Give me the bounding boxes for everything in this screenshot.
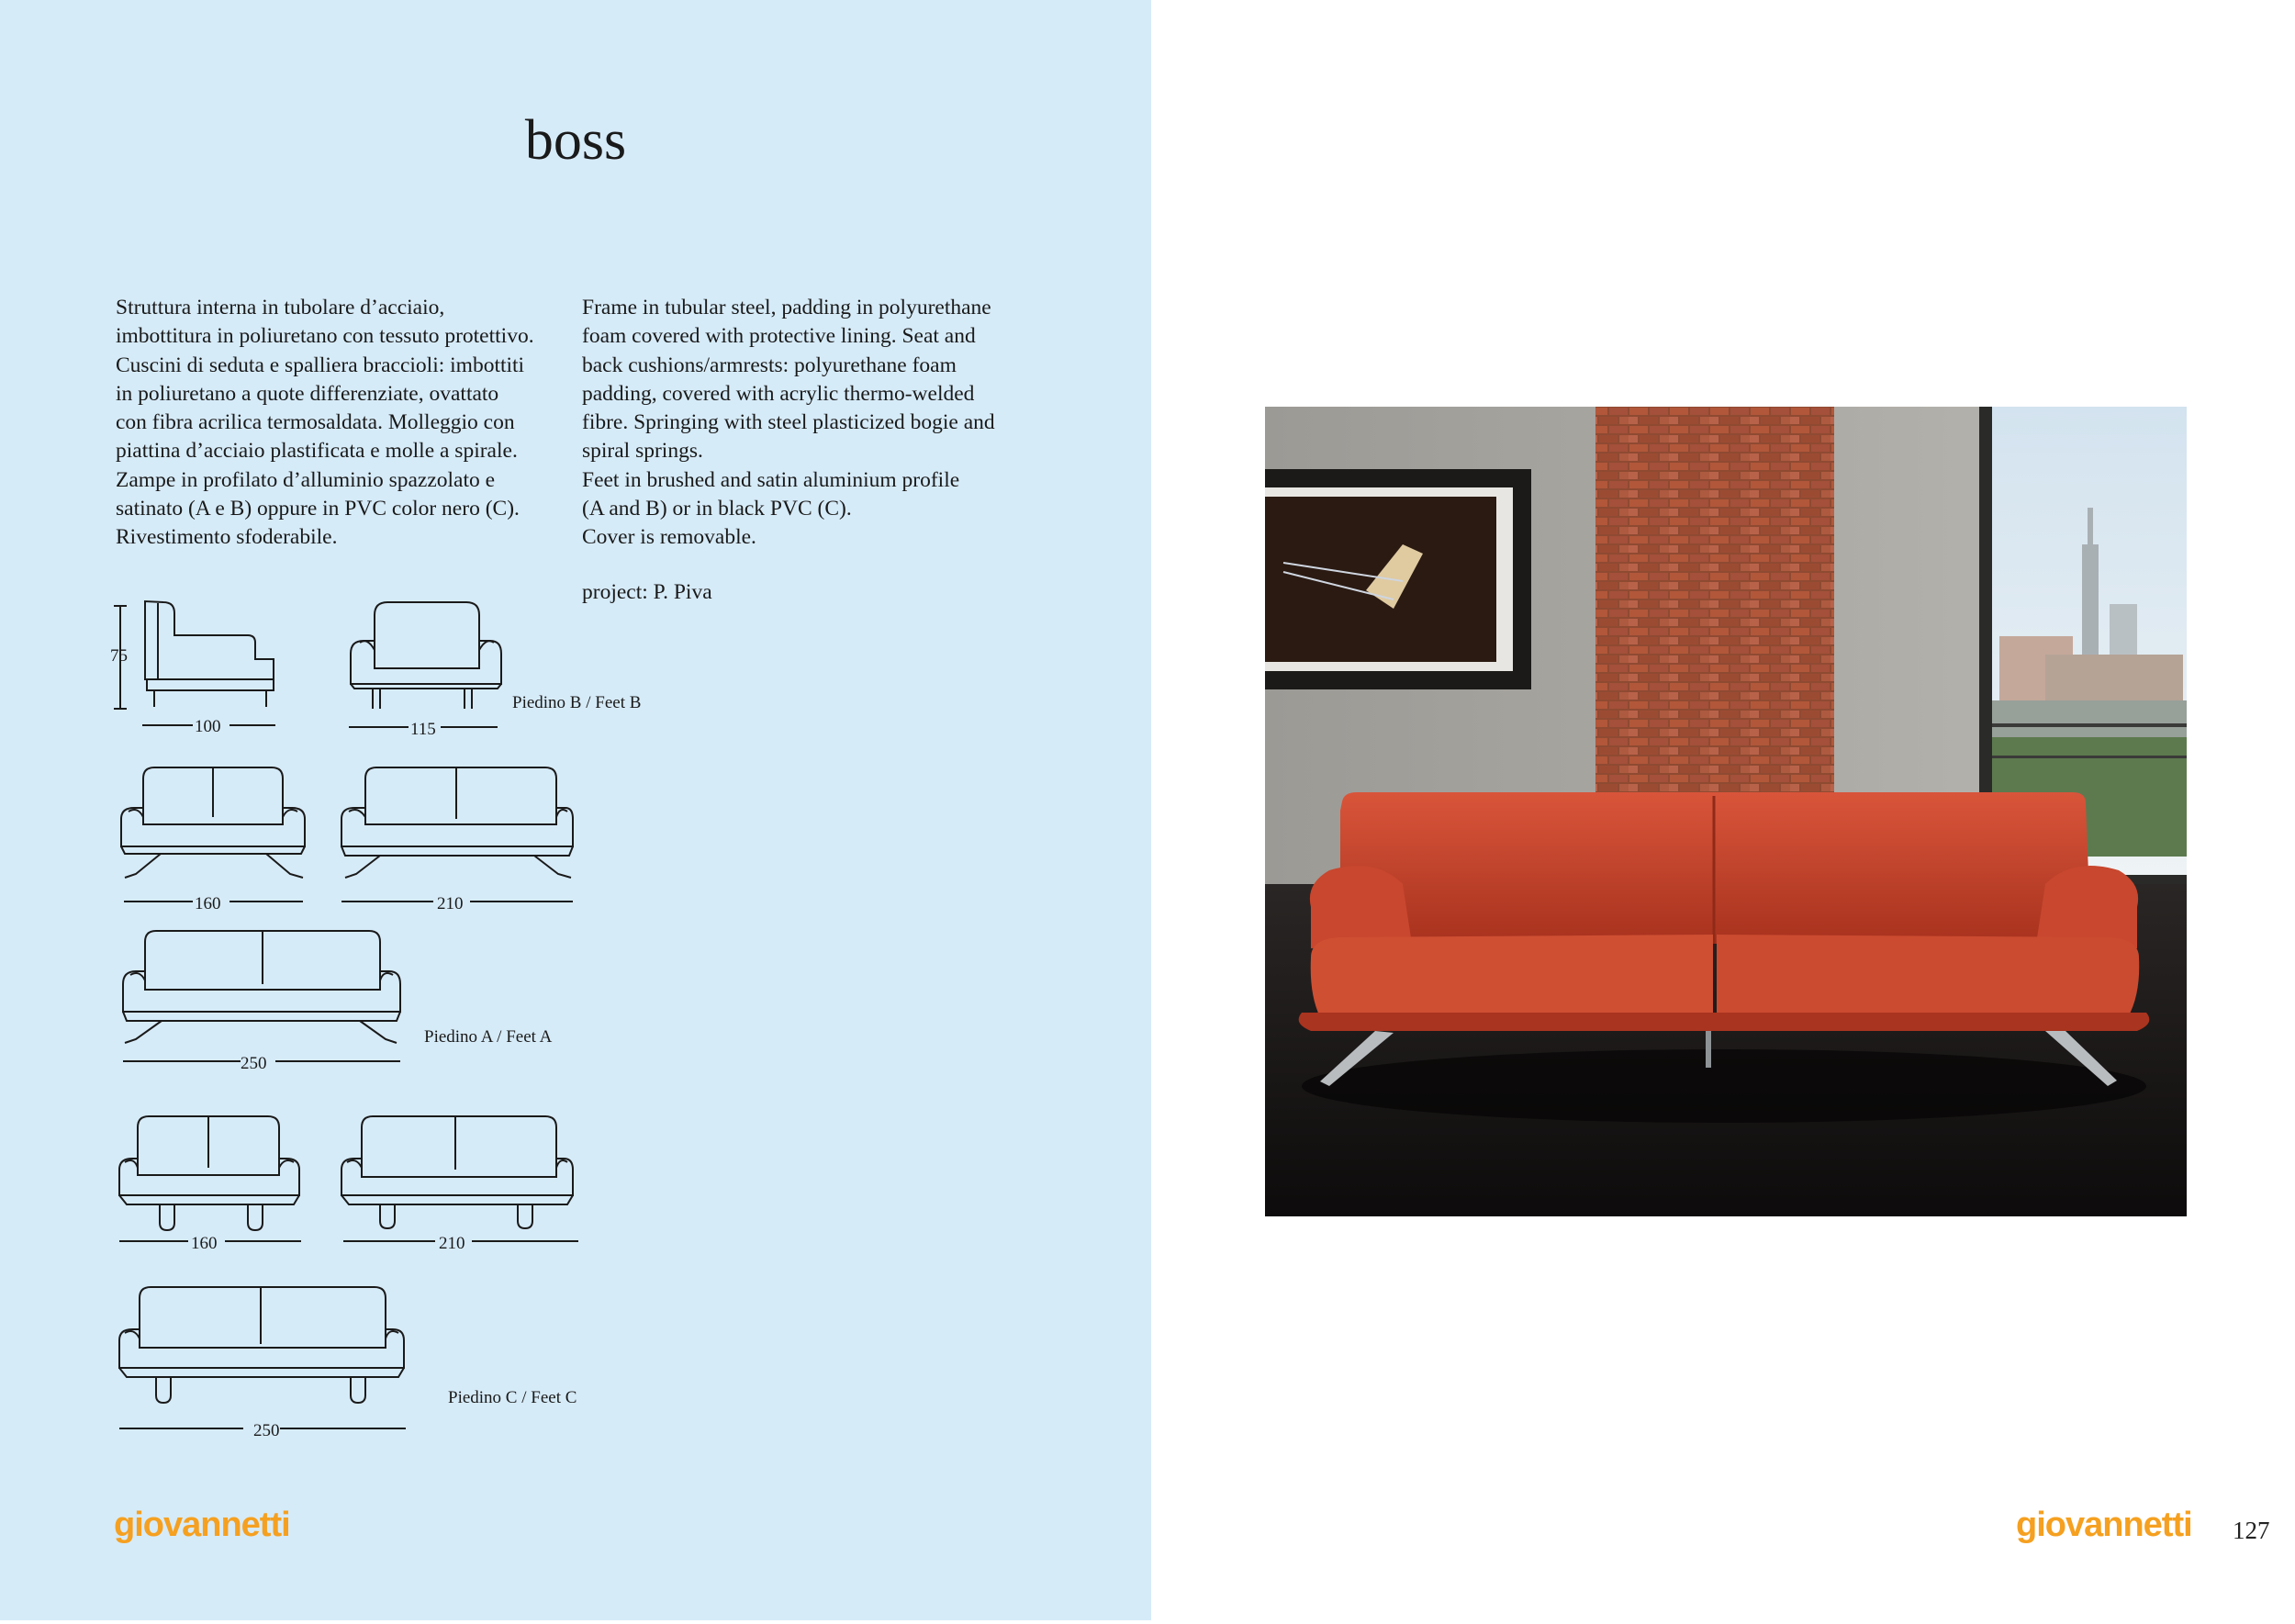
brand-logo-right: giovannetti <box>2016 1506 2192 1544</box>
width-a-210-label: 210 <box>437 894 464 913</box>
sofa-160-feet-a-drawing <box>121 767 305 902</box>
sofa-210-feet-a-drawing <box>341 767 573 902</box>
product-title: boss <box>524 109 627 172</box>
description-italian: Struttura interna in tubolare d’acciaio, imbottitura in poliuretano con tessuto protettivo. Cuscini di seduta e spalliera braccioli: imbottiti in poliuretano a quote differenziate, ovattato con fibra acrilica termosaldata. Molleggio con piattina d’acciaio plastificata e molle a spirale. Zampe in profilato d’alluminio spazzolato e satinato (A e B) oppure in PVC color nero (C). Rivestimento sfoderabile. <box>116 296 534 550</box>
project-credit: project: P. Piva <box>582 580 712 604</box>
feet-c-label: Piedino C / Feet C <box>448 1388 577 1407</box>
sofa-250-feet-c-drawing <box>119 1287 406 1428</box>
sofa-160-feet-c-drawing <box>119 1116 301 1241</box>
width-c-160-label: 160 <box>191 1234 218 1253</box>
sofa-250-feet-a-drawing <box>123 931 400 1061</box>
sofa-210-feet-c-drawing <box>341 1116 578 1241</box>
brand-logo-left: giovannetti <box>114 1506 290 1544</box>
description-english: Frame in tubular steel, padding in polyurethane foam covered with protective lining. Seat and back cushions/armrests: polyurethane foam padding, covered with acrylic thermo-welded fibre. Springing with steel plasticized bogie and spiral springs. Feet in brushed and satin aluminium profile (A and B) or in black PVC (C). Cover is removable. <box>582 296 995 550</box>
feet-a-label: Piedino A / Feet A <box>424 1027 553 1047</box>
sofa-photo <box>1265 407 2187 1216</box>
armchair-front-drawing <box>349 602 501 727</box>
width-c-210-label: 210 <box>439 1234 465 1253</box>
feet-b-label: Piedino B / Feet B <box>512 693 642 712</box>
width-armchair-label: 115 <box>410 720 436 739</box>
width-a-250-label: 250 <box>241 1054 267 1073</box>
width-c-250-label: 250 <box>253 1421 280 1440</box>
page-number: 127 <box>2233 1517 2270 1544</box>
width-side-label: 100 <box>195 717 221 736</box>
width-a-160-label: 160 <box>195 894 221 913</box>
side-view-drawing <box>114 601 275 725</box>
height-label: 75 <box>110 646 128 666</box>
